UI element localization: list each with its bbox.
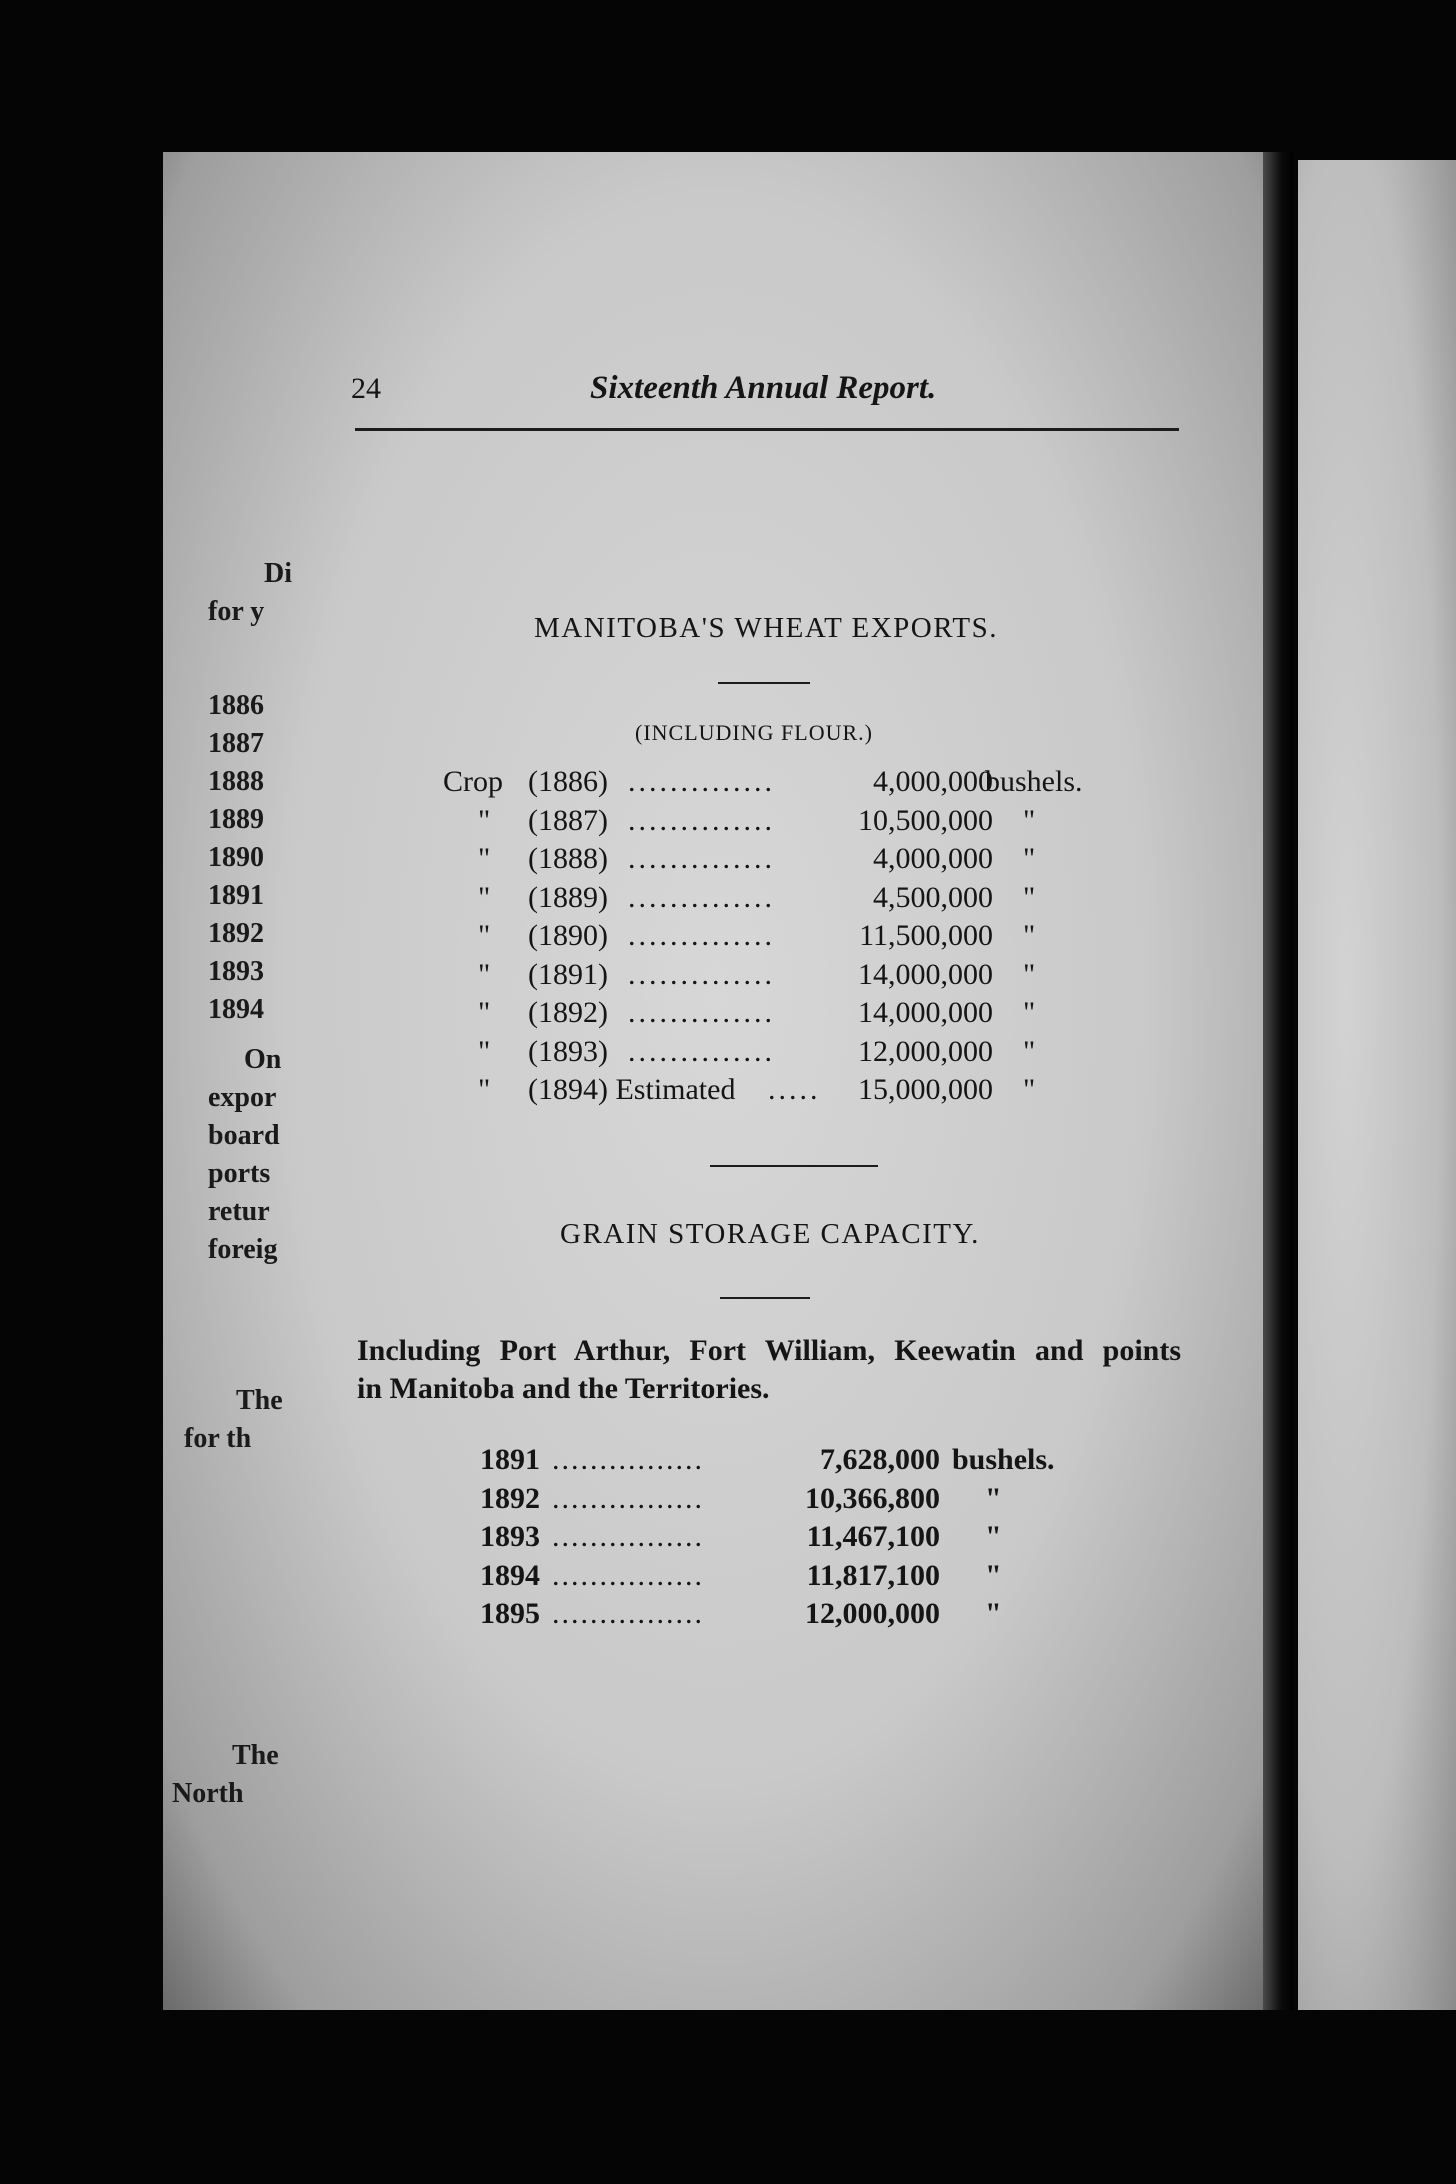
dot-leader: ................ [552, 1481, 704, 1515]
facing-page-fragment: On [244, 1044, 282, 1075]
crop-year: (1892) [528, 996, 608, 1029]
storage-capacity-row [480, 1443, 1080, 1479]
storage-amount: 7,628,000 [820, 1443, 940, 1476]
facing-page-fragment: 1888 [208, 766, 264, 797]
crop-label: " [478, 880, 491, 914]
export-unit: " [1023, 842, 1036, 875]
running-head-title: Sixteenth Annual Report. [590, 370, 937, 406]
storage-year: 1894 [480, 1558, 540, 1592]
facing-page-fragment: The [236, 1385, 283, 1416]
crop-label: " [478, 996, 491, 1029]
storage-capacity-row [480, 1559, 1080, 1595]
crop-year: (1890) [528, 919, 608, 952]
facing-page-fragment: 1889 [208, 804, 264, 835]
wheat-exports-heading: MANITOBA'S WHEAT EXPORTS. [534, 612, 998, 644]
dot-leader: .............. [628, 842, 775, 875]
facing-page-fragment: 1886 [208, 690, 264, 721]
crop-label: Crop [443, 765, 503, 798]
storage-year: 1895 [480, 1597, 540, 1630]
export-unit: " [1023, 1073, 1036, 1106]
crop-year: (1889) [528, 880, 608, 914]
wheat-export-row [443, 881, 1103, 917]
storage-unit: " [985, 1520, 1002, 1553]
dot-leader: .............. [628, 1034, 775, 1068]
facing-page-fragment: ports [208, 1158, 271, 1189]
wheat-export-row [443, 804, 1103, 840]
storage-year: 1893 [480, 1520, 540, 1553]
export-amount: 4,500,000 [873, 880, 993, 914]
crop-label: " [478, 842, 491, 875]
facing-page-fragment: Di [264, 558, 292, 589]
crop-label: " [478, 1073, 491, 1106]
dot-leader: .............. [628, 919, 775, 952]
dot-leader: .............. [628, 880, 775, 914]
dot-leader: ..... [768, 1073, 821, 1106]
crop-year: (1887) [528, 803, 608, 837]
facing-page-fragment: for y [208, 596, 265, 627]
export-unit: " [1023, 996, 1036, 1029]
facing-page-fragment: 1887 [208, 728, 264, 759]
wheat-export-row [443, 765, 1103, 801]
export-amount: 10,500,000 [858, 803, 993, 837]
crop-year: (1891) [528, 957, 608, 991]
page-gutter [1263, 152, 1293, 2010]
export-unit: " [1023, 803, 1036, 837]
crop-year: (1888) [528, 842, 608, 875]
dot-leader: .............. [628, 996, 775, 1029]
dot-leader: .............. [628, 957, 775, 991]
storage-unit: " [985, 1558, 1002, 1592]
facing-page-fragment: 1893 [208, 956, 264, 987]
dot-leader: .............. [628, 765, 775, 798]
export-unit: " [1023, 957, 1036, 991]
wheat-exports-subheading: (INCLUDING FLOUR.) [635, 720, 873, 745]
storage-capacity-row [480, 1482, 1080, 1518]
storage-year: 1891 [480, 1443, 540, 1476]
header-rule [355, 428, 1179, 431]
dot-leader: ................ [552, 1558, 704, 1592]
facing-page-fragment: board [208, 1120, 280, 1151]
wheat-export-row [443, 1035, 1103, 1071]
crop-year: (1894) Estimated [528, 1073, 736, 1106]
facing-page-fragment: The [232, 1740, 279, 1771]
export-amount: 14,000,000 [858, 957, 993, 991]
grain-storage-heading: GRAIN STORAGE CAPACITY. [560, 1218, 980, 1250]
facing-page-fragment: retur [208, 1196, 270, 1227]
storage-unit: " [985, 1481, 1002, 1515]
crop-label: " [478, 1034, 491, 1068]
crop-label: " [478, 957, 491, 991]
facing-page-fragment: 1892 [208, 918, 264, 949]
facing-page-fragment: for th [184, 1423, 252, 1454]
export-amount: 11,500,000 [859, 919, 993, 952]
facing-page-fragment: expor [208, 1082, 277, 1113]
dot-leader: ................ [552, 1520, 704, 1553]
heading-dash [718, 682, 810, 684]
facing-page-fragment: 1891 [208, 880, 264, 911]
export-unit: " [1023, 919, 1036, 952]
dot-leader: ................ [552, 1443, 704, 1476]
dot-leader: .............. [628, 803, 775, 837]
wheat-export-row [443, 996, 1103, 1032]
crop-label: " [478, 919, 491, 952]
storage-capacity-row [480, 1520, 1080, 1556]
crop-year: (1893) [528, 1034, 608, 1068]
storage-year: 1892 [480, 1481, 540, 1515]
page-number: 24 [351, 372, 381, 405]
facing-page-fragment: foreig [208, 1234, 278, 1265]
storage-amount: 11,817,100 [806, 1558, 940, 1592]
export-amount: 4,000,000 [873, 765, 993, 798]
storage-capacity-row [480, 1597, 1080, 1633]
storage-amount: 12,000,000 [805, 1597, 940, 1630]
export-amount: 12,000,000 [858, 1034, 993, 1068]
facing-page-fragment: 1890 [208, 842, 264, 873]
storage-amount: 10,366,800 [805, 1481, 940, 1515]
facing-page-fragment: 1894 [208, 994, 264, 1025]
crop-label: " [478, 803, 491, 837]
wheat-export-row [443, 919, 1103, 955]
export-unit: " [1023, 880, 1036, 914]
export-amount: 4,000,000 [873, 842, 993, 875]
export-amount: 14,000,000 [858, 996, 993, 1029]
wheat-export-row [443, 958, 1103, 994]
export-unit: bushels. [985, 765, 1083, 798]
heading-dash [720, 1297, 810, 1299]
section-divider [710, 1165, 878, 1167]
wheat-export-row [443, 1073, 1103, 1109]
export-amount: 15,000,000 [858, 1073, 993, 1106]
storage-unit: bushels. [952, 1443, 1055, 1476]
dot-leader: ................ [552, 1597, 704, 1630]
storage-amount: 11,467,100 [806, 1520, 940, 1553]
wheat-export-row [443, 842, 1103, 878]
export-unit: " [1023, 1034, 1036, 1068]
grain-storage-intro-line-1: Including Port Arthur, Fort William, Keewatin and points [357, 1334, 1181, 1367]
grain-storage-intro-line-2: in Manitoba and the Territories. [357, 1372, 770, 1405]
crop-year: (1886) [528, 765, 608, 798]
storage-unit: " [985, 1597, 1002, 1630]
facing-page-fragment: North [172, 1778, 244, 1809]
